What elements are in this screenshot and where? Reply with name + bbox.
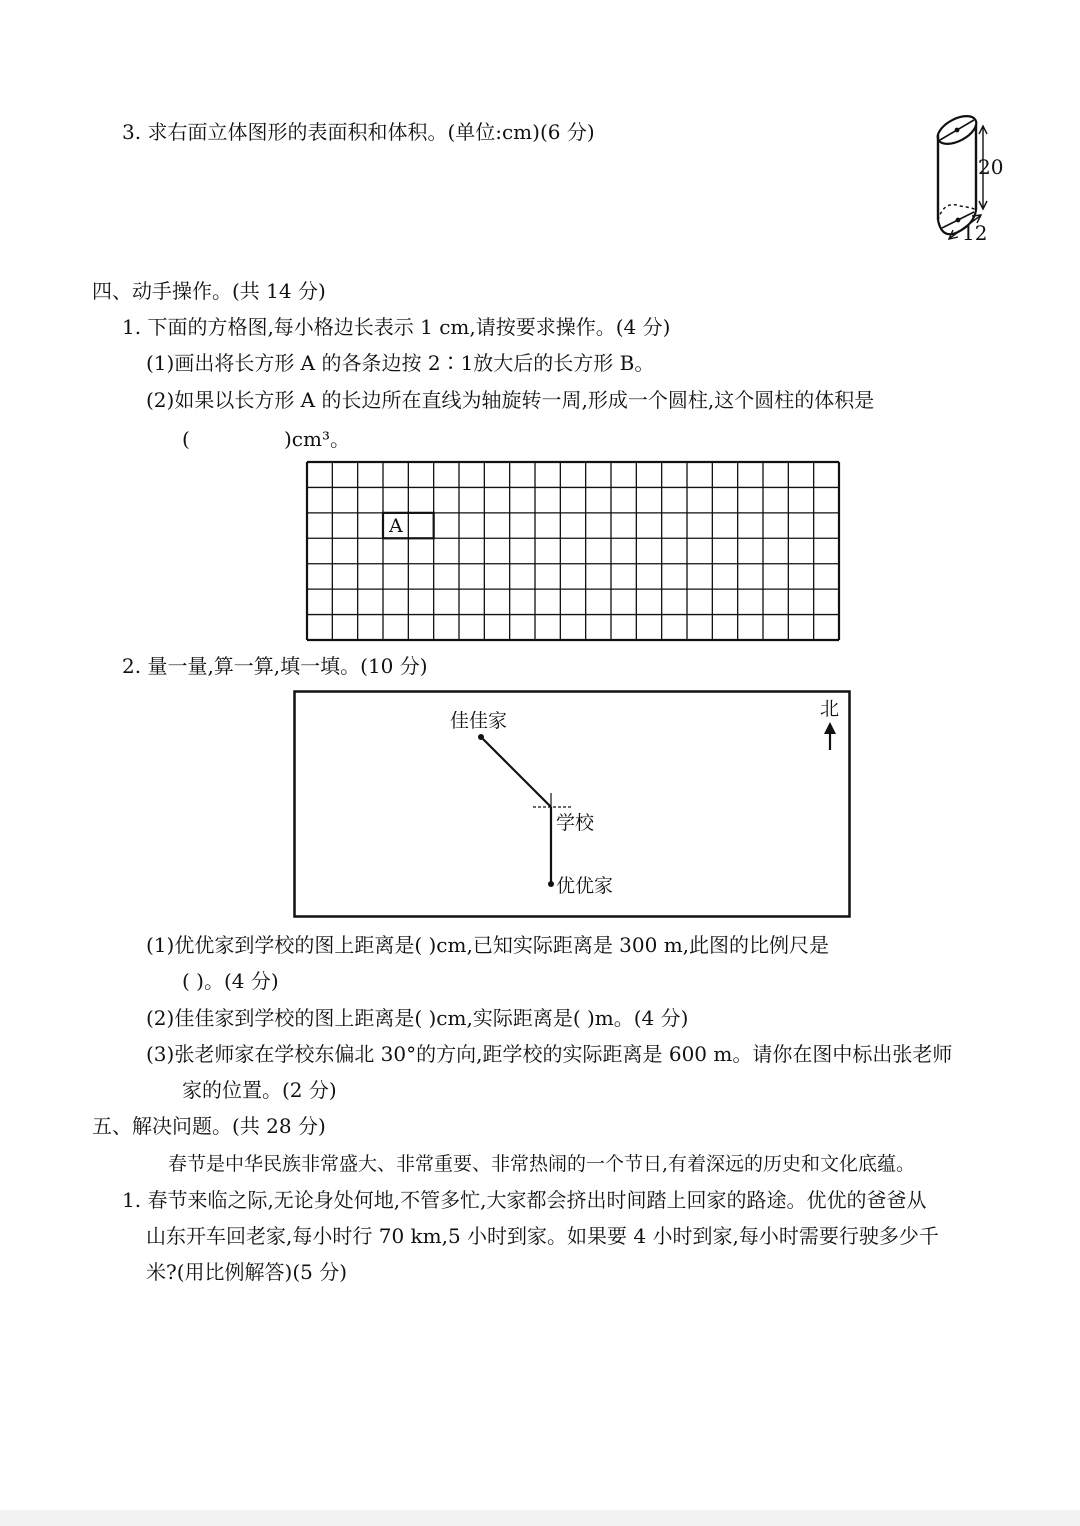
- section-4-title: 四、动手操作。(共 14 分): [92, 279, 326, 303]
- map-label-you: 优优家: [556, 875, 614, 897]
- q4-2-3-text-line1: (3)张老师家在学校东偏北 30°的方向,距学校的实际距离是 600 m。请你在图中标出张老师: [146, 1042, 953, 1066]
- rectangle-a-label: A: [389, 515, 403, 537]
- q4-2-2-text: (2)佳佳家到学校的图上距离是( )cm,实际距离是( )m。(4 分): [146, 1006, 689, 1030]
- square-grid: [307, 462, 839, 640]
- q4-1-text: 1. 下面的方格图,每小格边长表示 1 cm,请按要求操作。(4 分): [122, 315, 671, 339]
- map-north-label: 北: [820, 698, 840, 720]
- q4-2-text: 2. 量一量,算一算,填一填。(10 分): [122, 654, 428, 678]
- q4-1-2-blank-open: (: [182, 427, 190, 451]
- q4-1-1-text: (1)画出将长方形 A 的各条边按 2∶1放大后的长方形 B。: [146, 351, 655, 375]
- cylinder-height-label: 20: [978, 155, 1004, 179]
- section-5-intro: 春节是中华民族非常盛大、非常重要、非常热闹的一个节日,有着深远的历史和文化底蕴。: [168, 1153, 916, 1175]
- q4-2-1-text-line1: (1)优优家到学校的图上距离是( )cm,已知实际距离是 300 m,此图的比例尺是: [146, 933, 830, 957]
- q5-1-text-line2: 山东开车回老家,每小时行 70 km,5 小时到家。如果要 4 小时到家,每小时需要行驶多少千: [146, 1224, 939, 1248]
- section-5-title: 五、解决问题。(共 28 分): [92, 1114, 326, 1138]
- map-label-jia: 佳佳家: [450, 710, 508, 732]
- cylinder-diameter-label: 12: [962, 221, 988, 245]
- q4-1-2-text: (2)如果以长方形 A 的长边所在直线为轴旋转一周,形成一个圆柱,这个圆柱的体积是: [146, 388, 875, 412]
- q4-2-1-text-line2: ( )。(4 分): [182, 969, 279, 993]
- map-label-school: 学校: [556, 812, 595, 834]
- page-bottom-edge: [0, 1510, 1080, 1526]
- q4-2-3-text-line2: 家的位置。(2 分): [182, 1078, 337, 1102]
- q5-1-text-line3: 米?(用比例解答)(5 分): [146, 1260, 348, 1284]
- question-3-text: 3. 求右面立体图形的表面积和体积。(单位:cm)(6 分): [122, 120, 595, 144]
- q5-1-text-line1: 1. 春节来临之际,无论身处何地,不管多忙,大家都会挤出时间踏上回家的路途。优优的爸爸从: [122, 1188, 927, 1212]
- q4-1-2-blank-close: )cm³。: [284, 427, 350, 451]
